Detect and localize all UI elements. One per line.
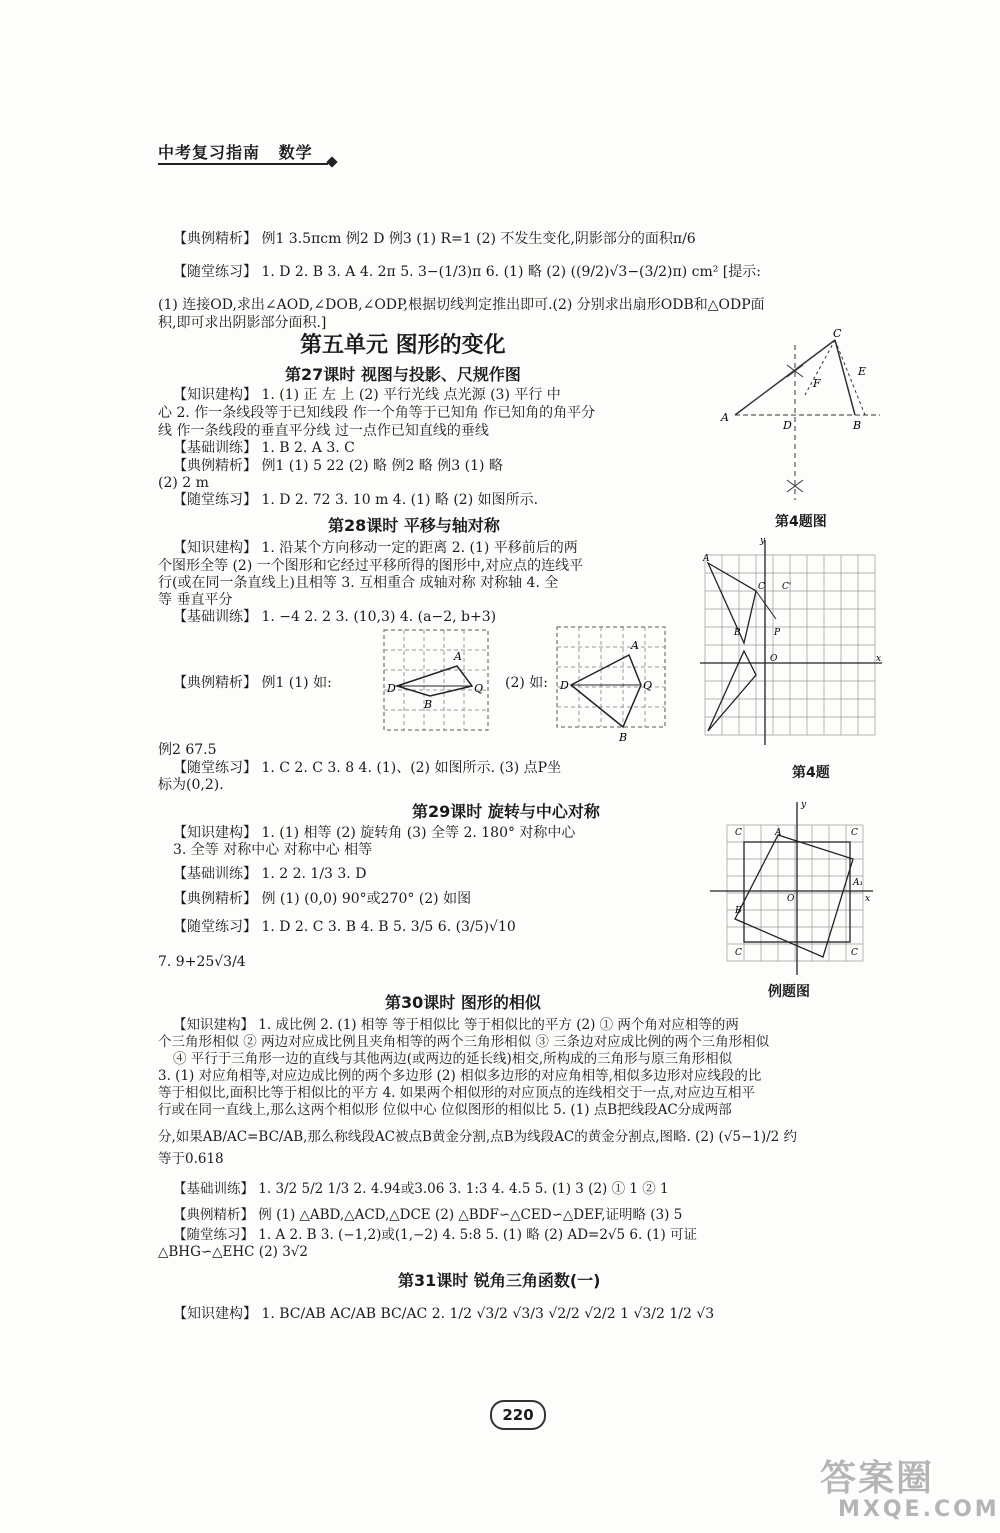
fig-label: C: [833, 327, 842, 340]
text-line: △BHG∽△EHC (2) 3√2: [158, 1244, 308, 1260]
lesson-title: 第27课时 视图与投影、尺规作图: [285, 365, 521, 384]
book-title: 中考复习指南: [158, 143, 261, 162]
fig-label: F: [813, 377, 821, 390]
fig-label: C: [758, 582, 765, 592]
fig-label: B: [853, 419, 862, 432]
fig-label: A: [775, 828, 782, 838]
text-line: 【典例精析】 例 (1) △ABD,△ACD,△DCE (2) △BDF∽△CED∽△DEF,证明略 (3) 5: [173, 1207, 683, 1223]
fig-label: B: [734, 628, 741, 638]
text-line: 【随堂练习】 1. D 2. B 3. A 4. 2π 5. 3−(1/3)π 6. (1) 略 (2) ((9/2)√3−(3/2)π) cm² [提示:: [173, 264, 761, 280]
text-line: 【基础训练】 1. B 2. A 3. C: [173, 440, 355, 456]
fig-label: B: [619, 731, 628, 744]
text-line: 【随堂练习】 1. C 2. C 3. 8 4. (1)、(2) 如图所示. (3) 点P坐: [173, 760, 562, 776]
page-number: 220: [490, 1400, 546, 1430]
lesson-title: 第29课时 旋转与中心对称: [412, 802, 600, 821]
text-line: 线 作一条线段的垂直平分线 过一点作已知直线的垂线: [158, 423, 489, 439]
fig-label: A: [631, 639, 639, 652]
text-line: 等 垂直平分: [158, 592, 233, 608]
text-line: 行(或在同一条直线上)且相等 3. 互相重合 成轴对称 对称轴 4. 全: [158, 575, 559, 591]
fig-label: P: [774, 628, 781, 638]
figure-caption: 例题图: [768, 984, 810, 1000]
fig-label: A: [454, 650, 462, 663]
text-line: 【知识建构】 1. 成比例 2. (1) 相等 等于相似比 等于相似比的平方 (2) ① 两个角对应相等的两: [173, 1017, 739, 1033]
fig-label: x: [876, 654, 882, 664]
text-line: 【典例精析】 例1 3.5πcm 例2 D 例3 (1) R=1 (2) 不发生变化,阴影部分的面积π/6: [173, 231, 696, 247]
fig-label: y: [801, 800, 807, 810]
fig-label: O: [787, 894, 795, 904]
text-line: 【基础训练】 1. 3/2 5/2 1/3 2. 4.94或3.06 3. 1:3 4. 4.5 5. (1) 3 (2) ① 1 ② 1: [173, 1181, 669, 1197]
text-line: 【随堂练习】 1. D 2. 72 3. 10 m 4. (1) 略 (2) 如图所示.: [173, 492, 539, 508]
fig-label: Q: [474, 682, 484, 695]
figure-caption: 第4题: [792, 765, 830, 781]
fig-label: C: [851, 828, 858, 838]
text-line: 【基础训练】 1. 2 2. 1/3 3. D: [173, 866, 367, 882]
text-line: 3. (1) 对应角相等,对应边成比例的两个多边形 (2) 相似多边形的对应角相等,相似多边形对应线段的比: [158, 1068, 762, 1084]
fig-label: A: [721, 411, 729, 424]
fig-label: A: [703, 554, 710, 564]
watermark-logo: 答案圈: [820, 1458, 935, 1499]
text-line: 等于相似比,面积比等于相似比的平方 4. 如果两个相似形的对应顶点的连线相交于一点,对应边互相平: [158, 1085, 756, 1101]
text-line: 个三角形相似 ② 两边对应成比例且夹角相等的两个三角形相似 ③ 三条边对应成比例的两个三角形相似: [158, 1034, 770, 1050]
fig-label: O: [770, 654, 778, 664]
fig-label: C: [735, 828, 742, 838]
book-header: [158, 140, 313, 163]
fig-label: B: [424, 698, 433, 711]
text-line: 7. 9+25√3/4: [158, 954, 246, 970]
figure-caption: 第4题图: [775, 514, 827, 530]
fig-label: D: [560, 679, 569, 692]
figure-translation-1: [382, 628, 490, 732]
text-line: 行或在同一直线上,那么这两个相似形 位似中心 位似图形的相似比 5. (1) 点B把线段AC分成两部: [158, 1102, 732, 1118]
text-line: 积,即可求出阴影部分面积.]: [158, 315, 327, 331]
fig-label: C: [735, 948, 742, 958]
text-line: 【典例精析】 例 (1) (0,0) 90°或270° (2) 如图: [173, 891, 472, 907]
fig-label: A₁: [853, 878, 864, 888]
text-line: (2) 2 m: [158, 475, 209, 491]
header-rule: [158, 163, 328, 165]
text-line: (2) 如:: [505, 675, 548, 691]
lesson-title: 第28课时 平移与轴对称: [328, 516, 500, 535]
fig-label: C: [851, 948, 858, 958]
subject-title: 数学: [278, 143, 313, 162]
text-line: 3. 全等 对称中心 对称中心 相等: [173, 842, 373, 858]
text-line: 例2 67.5: [158, 742, 217, 758]
fig-label: B: [735, 906, 742, 916]
fig-label: D: [387, 682, 396, 695]
lesson-title: 第31课时 锐角三角函数(一): [398, 1271, 601, 1290]
text-line: 心 2. 作一条线段等于已知线段 作一个角等于已知角 作已知角的角平分: [158, 405, 596, 421]
fig-label: x: [865, 894, 871, 904]
watermark-url: MXQE.COM: [838, 1497, 1000, 1522]
unit-title: 第五单元 图形的变化: [300, 333, 506, 358]
text-line: 分,如果AB/AC=BC/AB,那么称线段AC被点B黄金分割,点B为线段AC的黄金分割点,图略. (2) (√5−1)/2 约: [158, 1129, 798, 1145]
fig-label: C': [782, 582, 792, 592]
figure-translation-2: [555, 625, 667, 745]
figure-construction: [715, 325, 900, 510]
text-line: (1) 连接OD,求出∠AOD,∠DOB,∠ODP,根据切线判定推出即可.(2) 分别求出扇形ODB和△ODP面: [158, 297, 765, 313]
lesson-title: 第30课时 图形的相似: [385, 993, 541, 1012]
fig-label: E: [858, 365, 867, 378]
figure-grid-translation: [700, 535, 885, 750]
text-line: 【知识建构】 1. (1) 正 左 上 (2) 平行光线 点光源 (3) 平行 中: [173, 387, 561, 403]
text-line: 标为(0,2).: [158, 777, 224, 793]
text-line: 【典例精析】 例1 (1) 5 22 (2) 略 例2 略 例3 (1) 略: [173, 458, 503, 474]
fig-label: y: [760, 536, 766, 546]
text-line: 个图形全等 (2) 一个图形和它经过平移所得的图形中,对应点的连线平: [158, 558, 584, 574]
text-line: 【随堂练习】 1. A 2. B 3. (−1,2)或(1,−2) 4. 5:8 5. (1) 略 (2) AD=2√5 6. (1) 可证: [173, 1227, 698, 1243]
fig-label: Q: [643, 679, 653, 692]
text-line: 【基础训练】 1. −4 2. 2 3. (10,3) 4. (a−2, b+3): [173, 609, 497, 625]
text-line: 【知识建构】 1. (1) 相等 (2) 旋转角 (3) 全等 2. 180° 对称中心: [173, 825, 576, 841]
text-line: 【典例精析】 例1 (1) 如:: [173, 675, 332, 691]
figure-rotation: [705, 797, 875, 977]
text-line: 【知识建构】 1. BC/AB AC/AB BC/AC 2. 1/2 √3/2 √3/3 √2/2 √2/2 1 √3/2 1/2 √3: [173, 1306, 715, 1322]
text-line: 等于0.618: [158, 1151, 224, 1167]
text-line: 【随堂练习】 1. D 2. C 3. B 4. B 5. 3/5 6. (3/5)√10: [173, 919, 516, 935]
text-line: ④ 平行于三角形一边的直线与其他两边(或两边的延长线)相交,所构成的三角形与原三角形相似: [173, 1051, 733, 1067]
fig-label: D: [783, 419, 792, 432]
header-diamond: [326, 156, 337, 167]
text-line: 【知识建构】 1. 沿某个方向移动一定的距离 2. (1) 平移前后的两: [173, 540, 578, 556]
